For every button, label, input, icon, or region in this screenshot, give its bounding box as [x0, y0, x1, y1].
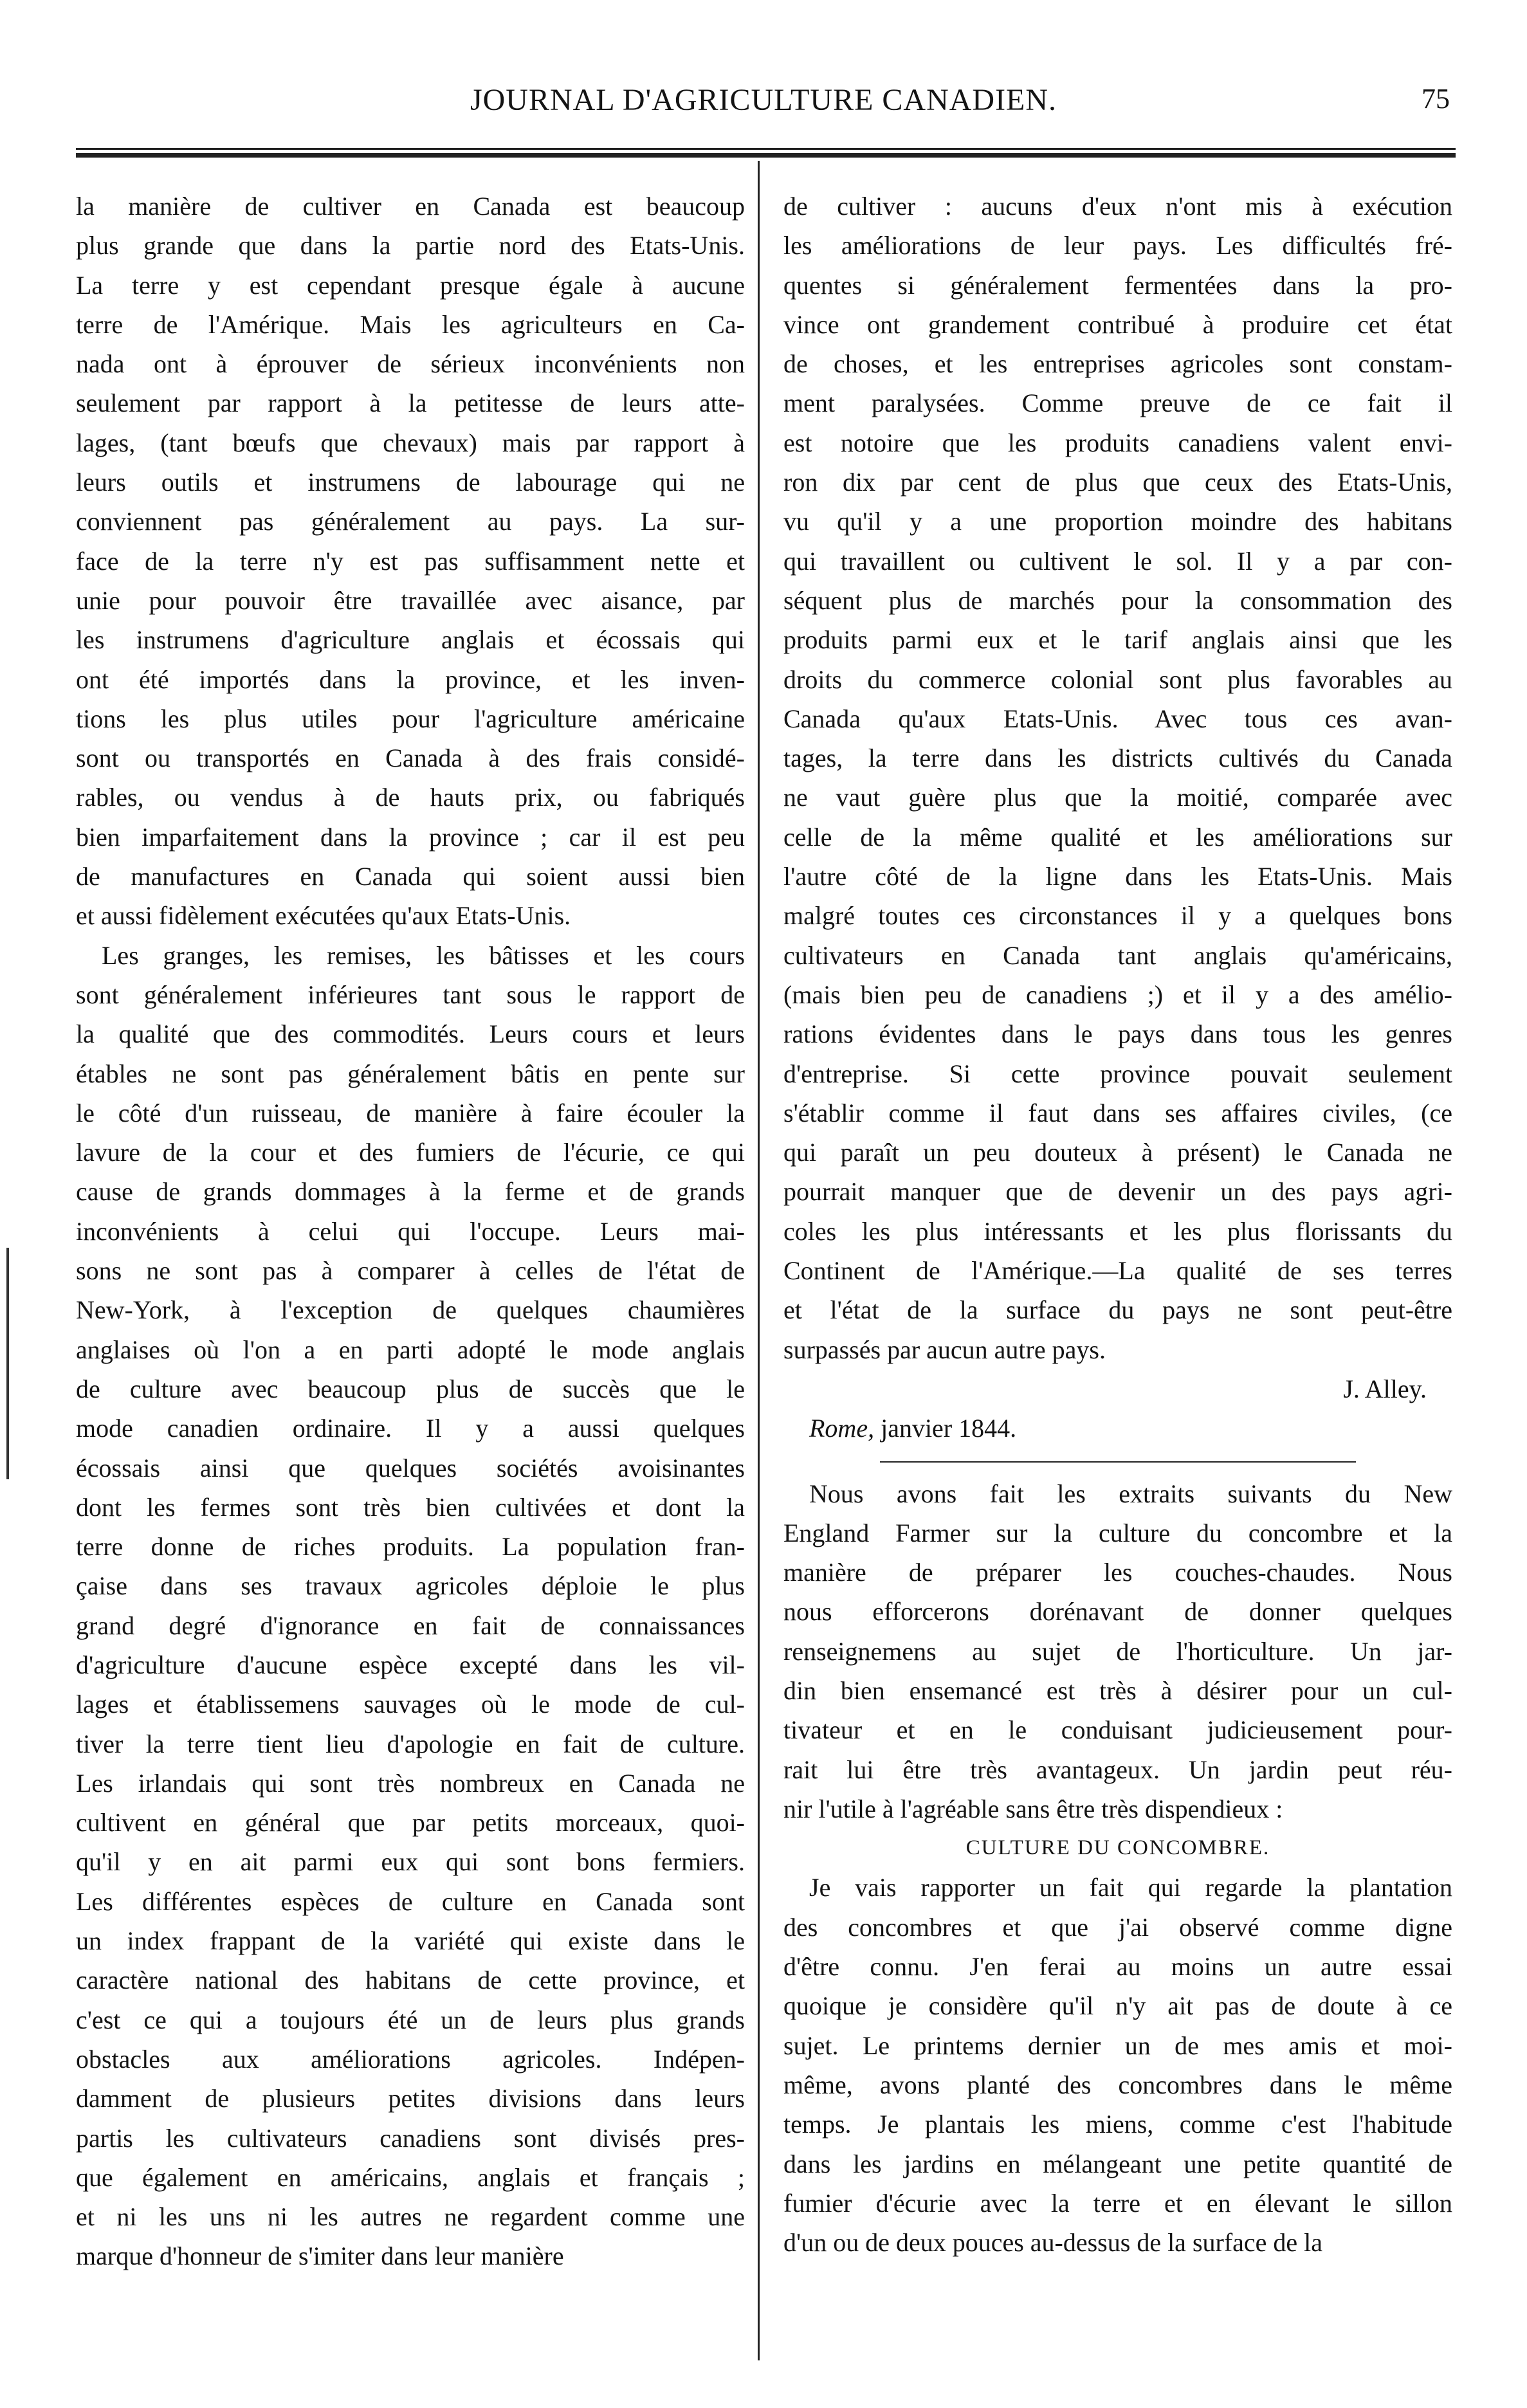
- text-line: d'un ou de deux pouces au-dessus de la surface de la: [783, 2228, 1323, 2258]
- text-line: produits parmi eux et le tarif anglais ainsi que les: [783, 625, 1452, 655]
- text-line: droits du commerce colonial sont plus favorables au: [783, 664, 1452, 694]
- text-line: New-York, à l'exception de quelques chaumières: [76, 1295, 745, 1325]
- text-line: cultivent en général que par petits morceaux, quoi-: [76, 1808, 745, 1838]
- dateline-date: janvier 1844.: [881, 1414, 1017, 1443]
- text-line: de choses, et les entreprises agricoles sont constam-: [783, 349, 1452, 379]
- text-line: lages et établissemens sauvages où le mode de cul-: [76, 1690, 745, 1719]
- text-line: d'entreprise. Si cette province pouvait seulement: [783, 1059, 1452, 1088]
- text-line: les améliorations de leur pays. Les difficultés fré-: [783, 231, 1452, 260]
- text-line: quoique je considère qu'il n'y ait pas de doute à ce: [783, 1991, 1452, 2021]
- running-header-title: JOURNAL D'AGRICULTURE CANADIEN.: [470, 83, 1057, 117]
- text-line: qui paraît un peu douteux à présent) le Canada ne: [783, 1138, 1452, 1167]
- text-line: tiver la terre tient lieu d'apologie en fait de culture.: [76, 1729, 745, 1758]
- text-line: de manufactures en Canada qui soient aussi bien: [76, 862, 745, 891]
- header-rule-thin: [76, 148, 1456, 150]
- text-line: rables, ou vendus à de hauts prix, ou fabriqués: [76, 783, 745, 812]
- text-line: celle de la même qualité et les améliorations sur: [783, 822, 1452, 852]
- text-line: séquent plus de marchés pour la consommation des: [783, 585, 1452, 615]
- text-line: unie pour pouvoir être travaillée avec aisance, par: [76, 585, 745, 615]
- text-line: d'être connu. J'en ferai au moins un autre essai: [783, 1952, 1452, 1982]
- margin-mark: [6, 1248, 9, 1479]
- text-line: bien imparfaitement dans la province ; car il est peu: [76, 822, 745, 852]
- text-line: ont été importés dans la province, et les inven-: [76, 664, 745, 694]
- text-line: dans les jardins en mélangeant une petite quantité de: [783, 2149, 1452, 2178]
- text-line: temps. Je plantais les miens, comme c'est l'habitude: [783, 2110, 1452, 2139]
- text-line: fumier d'écurie avec la terre et en élevant le sillon: [783, 2188, 1452, 2218]
- text-line: tages, la terre dans les districts cultivés du Canada: [783, 743, 1452, 773]
- page-number: 75: [1422, 83, 1450, 114]
- text-line: lages, (tant bœufs que chevaux) mais par rapport à: [76, 428, 745, 457]
- text-line: nada ont à éprouver de sérieux inconvénients non: [76, 349, 745, 379]
- text-line: même, avons planté des concombres dans le même: [783, 2070, 1452, 2099]
- text-line: çaise dans ses travaux agricoles déploie le plus: [76, 1571, 745, 1601]
- right-column-extracts-intro: [783, 1474, 1452, 1829]
- text-line: dont les fermes sont très bien cultivées et dont la: [76, 1492, 745, 1522]
- text-line: quentes si généralement fermentées dans la pro-: [783, 270, 1452, 300]
- text-line: manière de préparer les couches-chaudes. Nous: [783, 1558, 1452, 1587]
- text-line: les instrumens d'agriculture anglais et écossais qui: [76, 625, 745, 655]
- text-line: le côté d'un ruisseau, de manière à faire écouler la: [76, 1098, 745, 1127]
- section-heading: CULTURE DU CONCOMBRE.: [965, 1836, 1270, 1860]
- dateline-place: Rome,: [809, 1414, 875, 1443]
- text-line: (mais bien peu de canadiens ;) et il y a des amélio-: [783, 980, 1452, 1009]
- text-line: est notoire que les produits canadiens valent envi-: [783, 428, 1452, 457]
- left-column: [76, 187, 745, 2373]
- text-line: terre donne de riches produits. La population fran-: [76, 1532, 745, 1562]
- text-line: Les différentes espèces de culture en Canada sont: [76, 1886, 745, 1916]
- text-line: malgré toutes ces circonstances il y a quelques bons: [783, 901, 1452, 931]
- header-rule-thick: [76, 153, 1456, 158]
- text-line: nir l'utile à l'agréable sans être très dispendieux :: [783, 1794, 1283, 1823]
- text-line: qui travaillent ou cultivent le sol. Il y a par con-: [783, 546, 1452, 576]
- text-line: tions les plus utiles pour l'agriculture américaine: [76, 704, 745, 733]
- text-line: face de la terre n'y est pas suffisamment nette et: [76, 546, 745, 576]
- text-line: coles les plus intéressants et les plus florissants du: [783, 1216, 1452, 1246]
- text-line: ne vaut guère plus que la moitié, comparée avec: [783, 783, 1452, 812]
- text-line: renseignemens au sujet de l'horticulture. Un jar-: [783, 1636, 1452, 1666]
- text-line: obstacles aux améliorations agricoles. Indépen-: [76, 2044, 745, 2074]
- text-line: inconvénients à celui qui l'occupe. Leurs mai-: [76, 1216, 745, 1246]
- text-line: Continent de l'Amérique.—La qualité de ses terres: [783, 1256, 1452, 1286]
- dateline: [783, 1409, 1452, 1448]
- text-line: de cultiver : aucuns d'eux n'ont mis à exécution: [783, 192, 1452, 221]
- text-line: sons ne sont pas à comparer à celles de l'état de: [76, 1256, 745, 1286]
- text-line: Nous avons fait les extraits suivants du New: [809, 1479, 1452, 1508]
- text-line: din bien ensemancé est très à désirer pour un cul-: [783, 1675, 1452, 1705]
- text-line: qu'il y en ait parmi eux qui sont bons fermiers.: [76, 1847, 745, 1877]
- text-line: Canada qu'aux Etats-Unis. Avec tous ces avan-: [783, 704, 1452, 733]
- text-line: Les granges, les remises, les bâtisses et les cours: [102, 940, 745, 970]
- text-line: d'agriculture d'aucune espèce excepté dans les vil-: [76, 1650, 745, 1679]
- text-line: sont ou transportés en Canada à des frais considé-: [76, 743, 745, 773]
- text-line: conviennent pas généralement au pays. La sur-: [76, 507, 745, 536]
- text-line: tivateur et en le conduisant judicieusement pour-: [783, 1715, 1452, 1745]
- text-line: lavure de la cour et des fumiers de l'écurie, ce qui: [76, 1138, 745, 1167]
- text-line: et l'état de la surface du pays ne sont peut-être: [783, 1295, 1452, 1325]
- text-line: rait lui être très avantageux. Un jardin peut réu-: [783, 1755, 1452, 1784]
- text-line: mode canadien ordinaire. Il y a aussi quelques: [76, 1414, 745, 1443]
- text-line: La terre y est cependant presque égale à aucune: [76, 270, 745, 300]
- text-line: England Farmer sur la culture du concombre et la: [783, 1518, 1452, 1547]
- text-line: écossais ainsi que quelques sociétés avoisinantes: [76, 1453, 745, 1482]
- text-line: des concombres et que j'ai observé comme digne: [783, 1912, 1452, 1942]
- text-line: nous efforcerons dorénavant de donner quelques: [783, 1597, 1452, 1627]
- text-line: seulement par rapport à la petitesse de leurs atte-: [76, 388, 745, 418]
- text-line: pourrait manquer que de devenir un des pays agri-: [783, 1177, 1452, 1207]
- text-line: ment paralysées. Comme preuve de ce fait il: [783, 388, 1452, 418]
- text-line: et ni les uns ni les autres ne regardent comme une: [76, 2202, 745, 2232]
- right-column-intro: [783, 187, 1452, 1369]
- text-line: terre de l'Amérique. Mais les agriculteurs en Ca-: [76, 309, 745, 339]
- text-line: anglaises où l'on a en parti adopté le mode anglais: [76, 1335, 745, 1364]
- right-column: [783, 187, 1452, 2373]
- text-line: un index frappant de la variété qui existe dans le: [76, 1926, 745, 1956]
- text-line: partis les cultivateurs canadiens sont divisés pres-: [76, 2123, 745, 2153]
- text-line: l'autre côté de la ligne dans les Etats-Unis. Mais: [783, 862, 1452, 891]
- right-column-cucumber-article: [783, 1868, 1452, 2262]
- text-line: Les irlandais qui sont très nombreux en Canada ne: [76, 1768, 745, 1798]
- text-line: la qualité que des commodités. Leurs cours et leurs: [76, 1019, 745, 1049]
- text-line: vince ont grandement contribué à produire cet état: [783, 309, 1452, 339]
- text-line: rations évidentes dans le pays dans tous les genres: [783, 1019, 1452, 1049]
- text-line: ron dix par cent de plus que ceux des Etats-Unis,: [783, 468, 1452, 497]
- text-line: étables ne sont pas généralement bâtis en pente sur: [76, 1059, 745, 1088]
- text-line: cultivateurs en Canada tant anglais qu'américains,: [783, 940, 1452, 970]
- text-line: de culture avec beaucoup plus de succès que le: [76, 1374, 745, 1403]
- text-line: la manière de cultiver en Canada est beaucoup: [76, 192, 745, 221]
- author-signature: J. Alley.: [1343, 1374, 1427, 1403]
- text-line: caractère national des habitans de cette province, et: [76, 1966, 745, 1995]
- text-line: vu qu'il y a une proportion moindre des habitans: [783, 507, 1452, 536]
- text-line: marque d'honneur de s'imiter dans leur manière: [76, 2241, 564, 2271]
- text-line: sont généralement inférieures tant sous le rapport de: [76, 980, 745, 1009]
- text-line: que également en américains, anglais et français ;: [76, 2162, 745, 2192]
- text-line: damment de plusieurs petites divisions dans leurs: [76, 2084, 745, 2113]
- text-line: leurs outils et instrumens de labourage qui ne: [76, 468, 745, 497]
- text-line: grand degré d'ignorance en fait de connaissances: [76, 1610, 745, 1640]
- text-line: Je vais rapporter un fait qui regarde la plantation: [809, 1873, 1452, 1902]
- text-line: plus grande que dans la partie nord des Etats-Unis.: [76, 231, 745, 260]
- text-line: s'établir comme il faut dans ses affaires civiles, (ce: [783, 1098, 1452, 1127]
- section-separator-rule: [783, 1448, 1452, 1474]
- text-line: sujet. Le printems dernier un de mes amis et moi-: [783, 2030, 1452, 2060]
- text-line: c'est ce qui a toujours été un de leurs plus grands: [76, 2005, 745, 2034]
- text-line: cause de grands dommages à la ferme et de grands: [76, 1177, 745, 1207]
- column-divider: [758, 161, 760, 2360]
- text-line: surpassés par aucun autre pays.: [783, 1335, 1106, 1364]
- text-line: et aussi fidèlement exécutées qu'aux Etats-Unis.: [76, 901, 571, 931]
